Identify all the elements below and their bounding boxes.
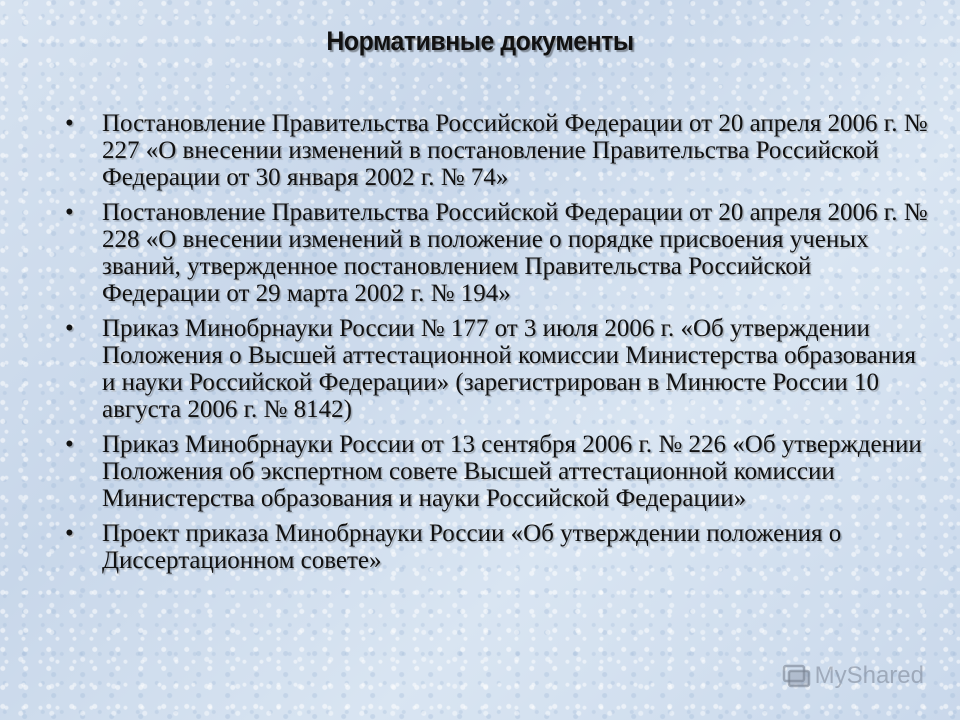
list-item-text: Приказ Минобрнауки России от 13 сентября 2006 г. № 226 «Об утверждении Положения об экспертном совете Высшей аттестационной комиссии Министерства образования и науки Российской Федерации»	[102, 431, 922, 512]
watermark-text: MyShared	[814, 662, 924, 689]
list-item	[62, 199, 932, 307]
document-list	[62, 110, 932, 582]
watermark	[781, 662, 924, 690]
list-item-text: Приказ Минобрнауки России № 177 от 3 июля 2006 г. «Об утверждении Положения о Высшей аттестационной комиссии Министерства образования и науки Российской Федерации» (зарегистрирован в Минюсте России 10 августа 2006 г. № 8142)	[102, 315, 917, 423]
myshared-logo-icon	[781, 662, 811, 690]
bullet: •	[65, 315, 74, 342]
page-title: Нормативные документы	[326, 26, 634, 56]
list-item-text: Постановление Правительства Российской Федерации от 20 апреля 2006 г. № 228 «О внесении изменений в положение о порядке присвоения ученых званий, утвержденное постановлением Правительства Российской Федерации от 29 марта 2002 г. № 194»	[102, 199, 928, 307]
bullet: •	[65, 520, 74, 547]
list-item-text: Проект приказа Минобрнауки России «Об утверждении положения о Диссертационном совете»	[102, 520, 842, 574]
list-item	[62, 520, 932, 574]
bullet: •	[65, 431, 74, 458]
list-item-text: Постановление Правительства Российской Федерации от 20 апреля 2006 г. № 227 «О внесении изменений в постановление Правительства Российской Федерации от 30 января 2002 г. № 74»	[102, 110, 928, 191]
bullet: •	[65, 110, 74, 137]
bullet: •	[65, 199, 74, 226]
list-item	[62, 431, 932, 512]
list-item	[62, 110, 932, 191]
list-item	[62, 315, 932, 423]
